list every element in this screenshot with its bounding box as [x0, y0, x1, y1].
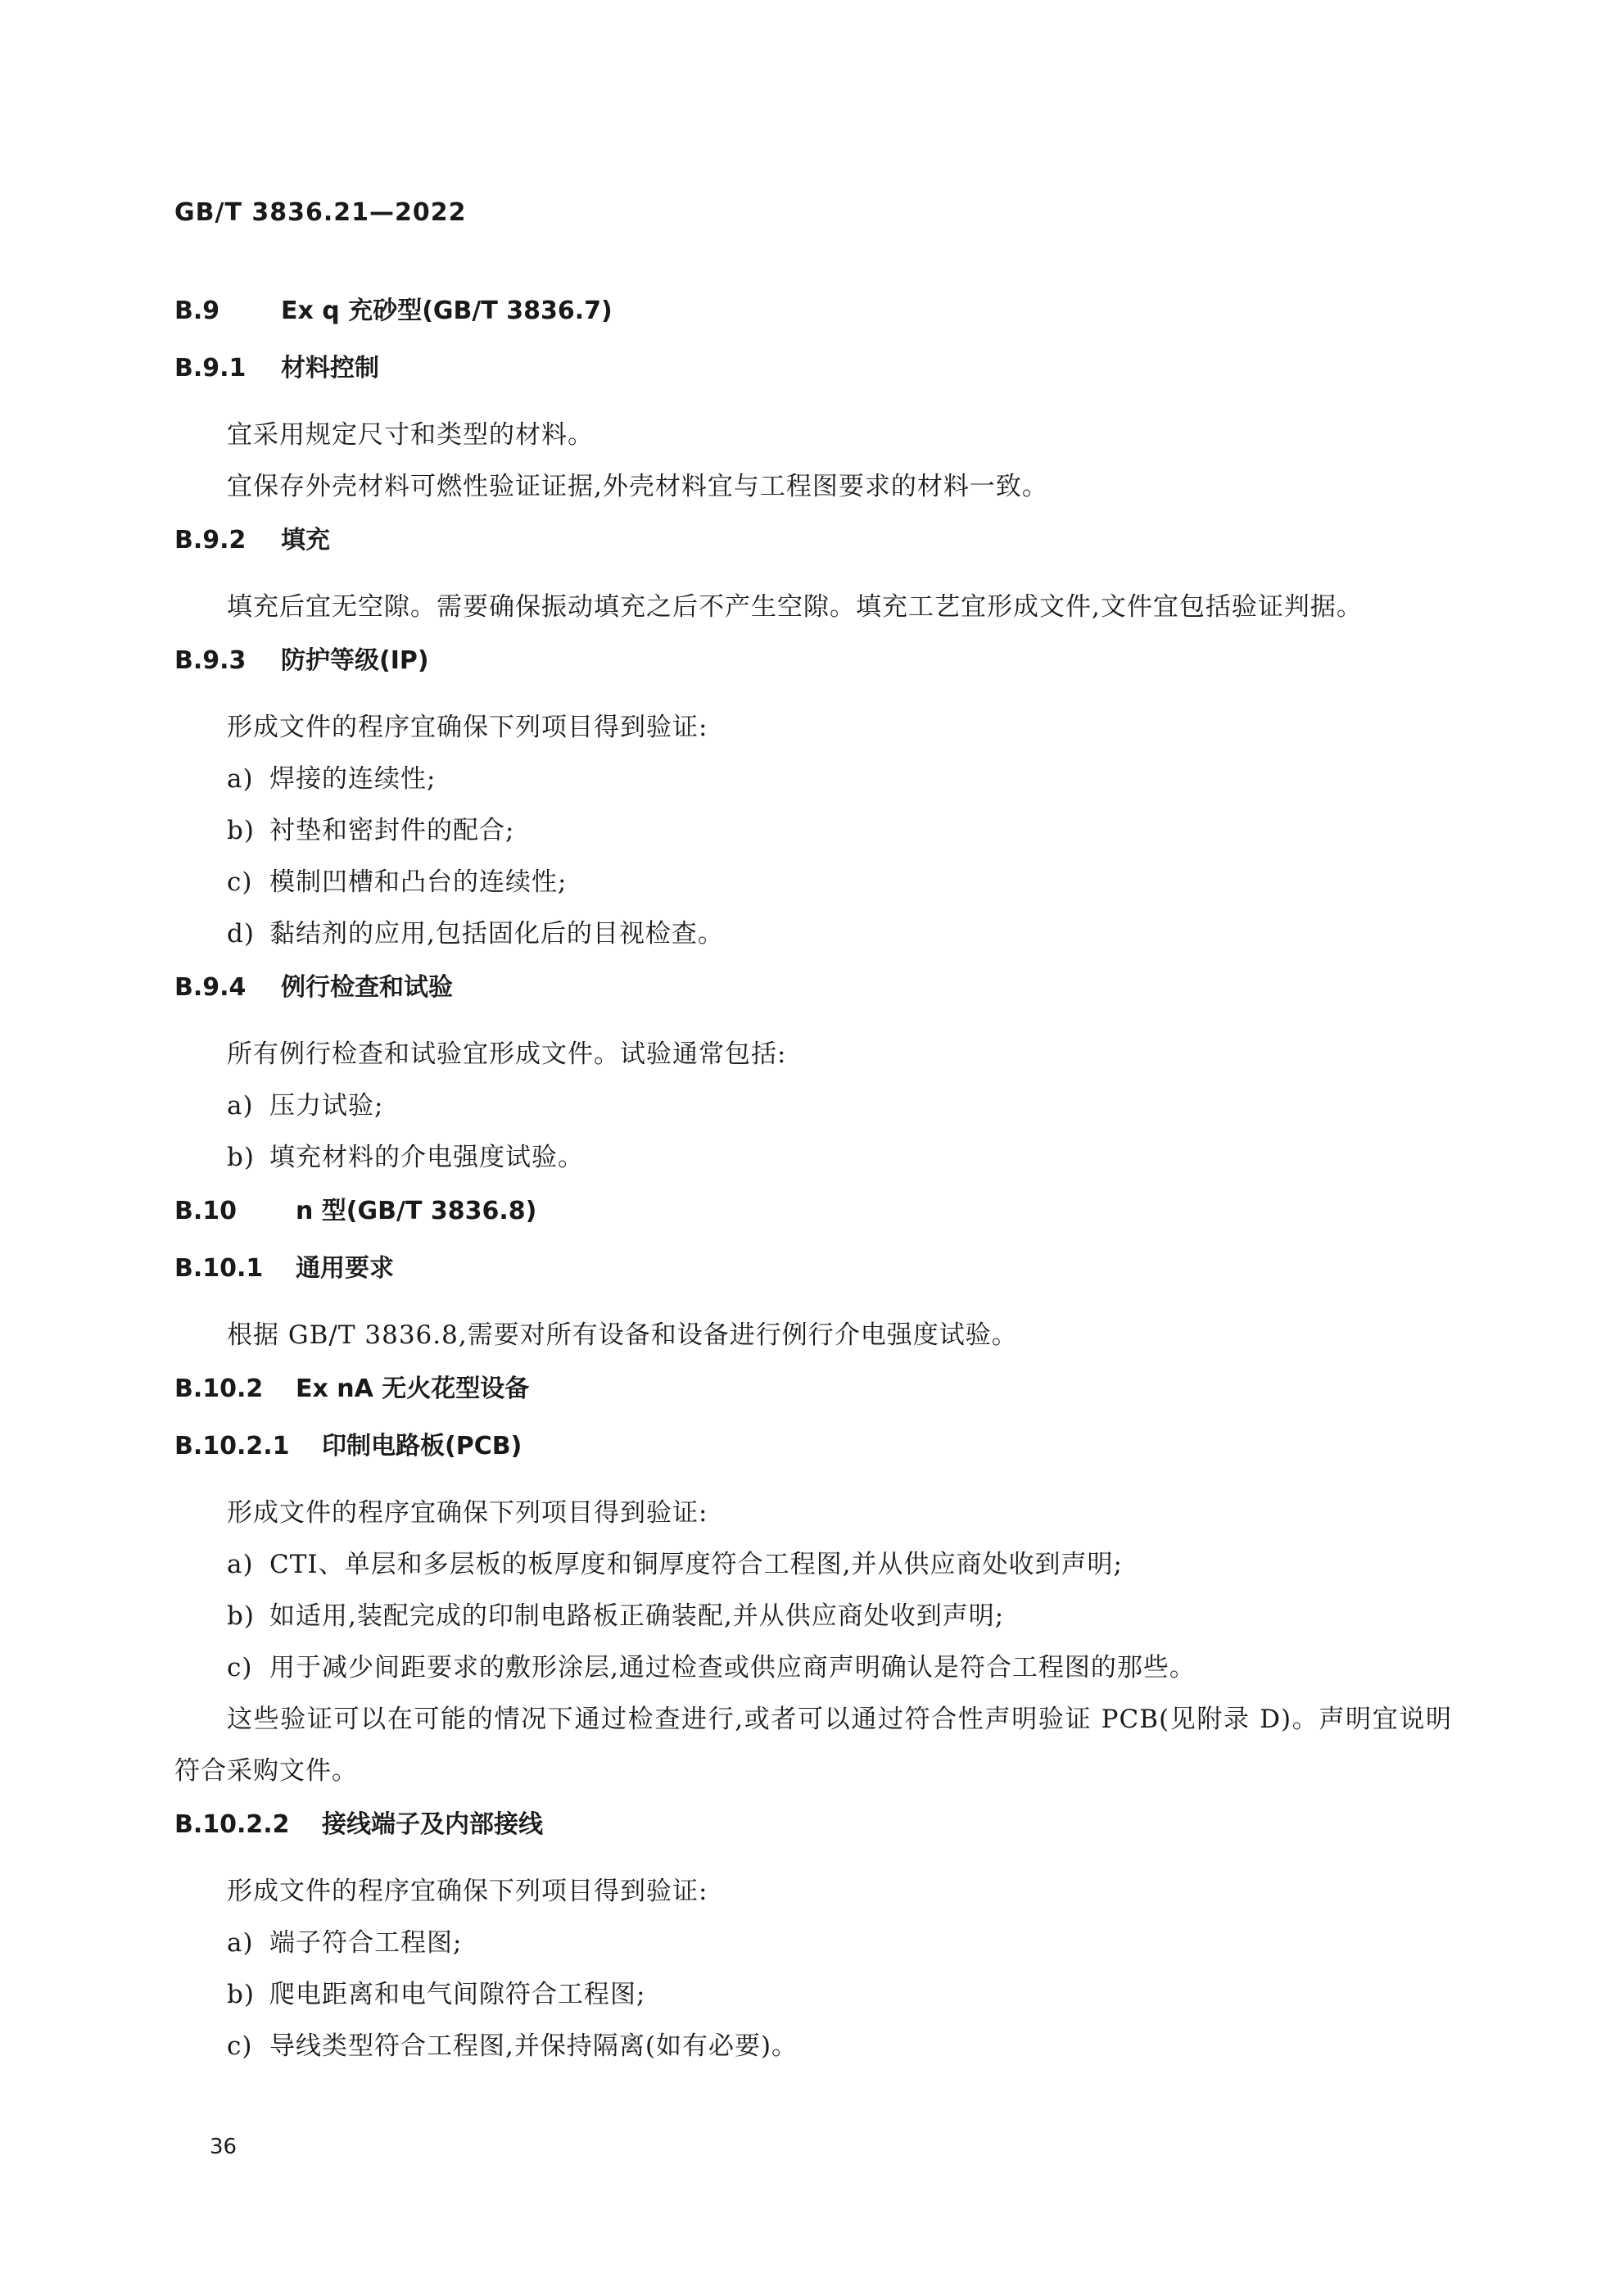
heading-title: 接线端子及内部接线 [322, 1810, 543, 1839]
list-label: b) [227, 1601, 255, 1631]
page-content [174, 295, 1452, 2072]
list-text: 填充材料的介电强度试验。 [269, 1143, 584, 1172]
paragraph: 填充后宜无空隙。需要确保振动填充之后不产生空隙。填充工艺宜形成文件,文件宜包括验证判据。 [227, 592, 1363, 622]
list-item [174, 2021, 1452, 2072]
list-intro: 形成文件的程序宜确保下列项目得到验证: [227, 1498, 708, 1528]
list-intro: 所有例行检查和试验宜形成文件。试验通常包括: [227, 1039, 787, 1069]
heading-b9-2 [174, 524, 1452, 557]
list-label: b) [227, 1980, 255, 2009]
list-label: d) [227, 919, 255, 949]
list-text: 用于减少间距要求的敷形涂层,通过检查或供应商声明确认是符合工程图的那些。 [269, 1653, 1196, 1682]
list-intro: 形成文件的程序宜确保下列项目得到验证: [227, 1877, 708, 1906]
heading-number: B.10 [174, 1197, 237, 1225]
heading-b10-1 [174, 1252, 1452, 1285]
list-label: b) [227, 816, 255, 845]
list-label: b) [227, 1143, 255, 1172]
list-text: CTI、单层和多层板的板厚度和铜厚度符合工程图,并从供应商处收到声明; [269, 1550, 1123, 1579]
list-item [174, 1918, 1452, 1969]
heading-b10-2 [174, 1373, 1452, 1406]
list-item [174, 1539, 1452, 1591]
list-label: a) [227, 764, 254, 794]
list-item [174, 1642, 1452, 1694]
list-text: 压力试验; [269, 1091, 384, 1121]
paragraph: 根据 GB/T 3836.8,需要对所有设备和设备进行例行介电强度试验。 [227, 1320, 1018, 1350]
list-item [174, 805, 1452, 857]
list-item [174, 908, 1452, 960]
heading-title: n 型(GB/T 3836.8) [296, 1197, 537, 1225]
list-text: 模制凹槽和凸台的连续性; [269, 867, 568, 897]
heading-number: B.9.1 [174, 354, 247, 383]
list-label: a) [227, 1091, 254, 1121]
list-label: c) [227, 867, 253, 897]
list-label: a) [227, 1928, 254, 1958]
list-label: a) [227, 1550, 254, 1579]
heading-b10-2-1 [174, 1430, 1452, 1463]
list-label: c) [227, 2031, 253, 2061]
list-text: 焊接的连续性; [269, 764, 437, 794]
list-text: 端子符合工程图; [269, 1928, 463, 1958]
heading-title: 防护等级(IP) [281, 646, 429, 675]
standard-number: GB/T 3836.21—2022 [174, 198, 467, 227]
list-intro: 形成文件的程序宜确保下列项目得到验证: [227, 713, 708, 742]
list-label: c) [227, 1653, 253, 1682]
list-item [174, 857, 1452, 908]
heading-number: B.9.3 [174, 646, 247, 675]
list-item [174, 1969, 1452, 2021]
heading-number: B.10.2.2 [174, 1810, 290, 1839]
heading-title: Ex q 充砂型(GB/T 3836.7) [281, 297, 613, 325]
list-text: 如适用,装配完成的印制电路板正确装配,并从供应商处收到声明; [269, 1601, 1005, 1631]
heading-title: Ex nA 无火花型设备 [296, 1374, 530, 1403]
list-text: 黏结剂的应用,包括固化后的目视检查。 [269, 919, 724, 949]
heading-number: B.9 [174, 297, 220, 325]
list-item [174, 1591, 1452, 1642]
list-text: 导线类型符合工程图,并保持隔离(如有必要)。 [269, 2031, 798, 2061]
list-item [174, 754, 1452, 805]
list-text: 衬垫和密封件的配合; [269, 816, 515, 845]
heading-number: B.10.1 [174, 1254, 264, 1283]
heading-b9-1 [174, 352, 1452, 385]
paragraph: 宜采用规定尺寸和类型的材料。 [227, 420, 594, 450]
heading-number: B.10.2 [174, 1374, 264, 1403]
heading-b9-4 [174, 971, 1452, 1004]
paragraph: 宜保存外壳材料可燃性验证证据,外壳材料宜与工程图要求的材料一致。 [227, 472, 1048, 501]
heading-title: 材料控制 [281, 354, 379, 383]
heading-title: 通用要求 [296, 1254, 394, 1283]
list-text: 爬电距离和电气间隙符合工程图; [269, 1980, 646, 2009]
heading-number: B.9.4 [174, 973, 247, 1002]
heading-number: B.9.2 [174, 526, 247, 555]
heading-title: 印制电路板(PCB) [322, 1432, 522, 1460]
page-number: 36 [210, 2135, 237, 2159]
paragraph: 这些验证可以在可能的情况下通过检查进行,或者可以通过符合性声明验证 PCB(见附录 D)。声明宜说明符合采购文件。 [174, 1705, 1452, 1786]
heading-b9 [174, 295, 1452, 328]
heading-b10 [174, 1195, 1452, 1228]
list-item [174, 1080, 1452, 1132]
heading-title: 填充 [281, 526, 330, 555]
heading-b10-2-2 [174, 1809, 1452, 1841]
heading-number: B.10.2.1 [174, 1432, 290, 1460]
heading-b9-3 [174, 645, 1452, 677]
heading-title: 例行检查和试验 [281, 973, 453, 1002]
list-item [174, 1132, 1452, 1184]
